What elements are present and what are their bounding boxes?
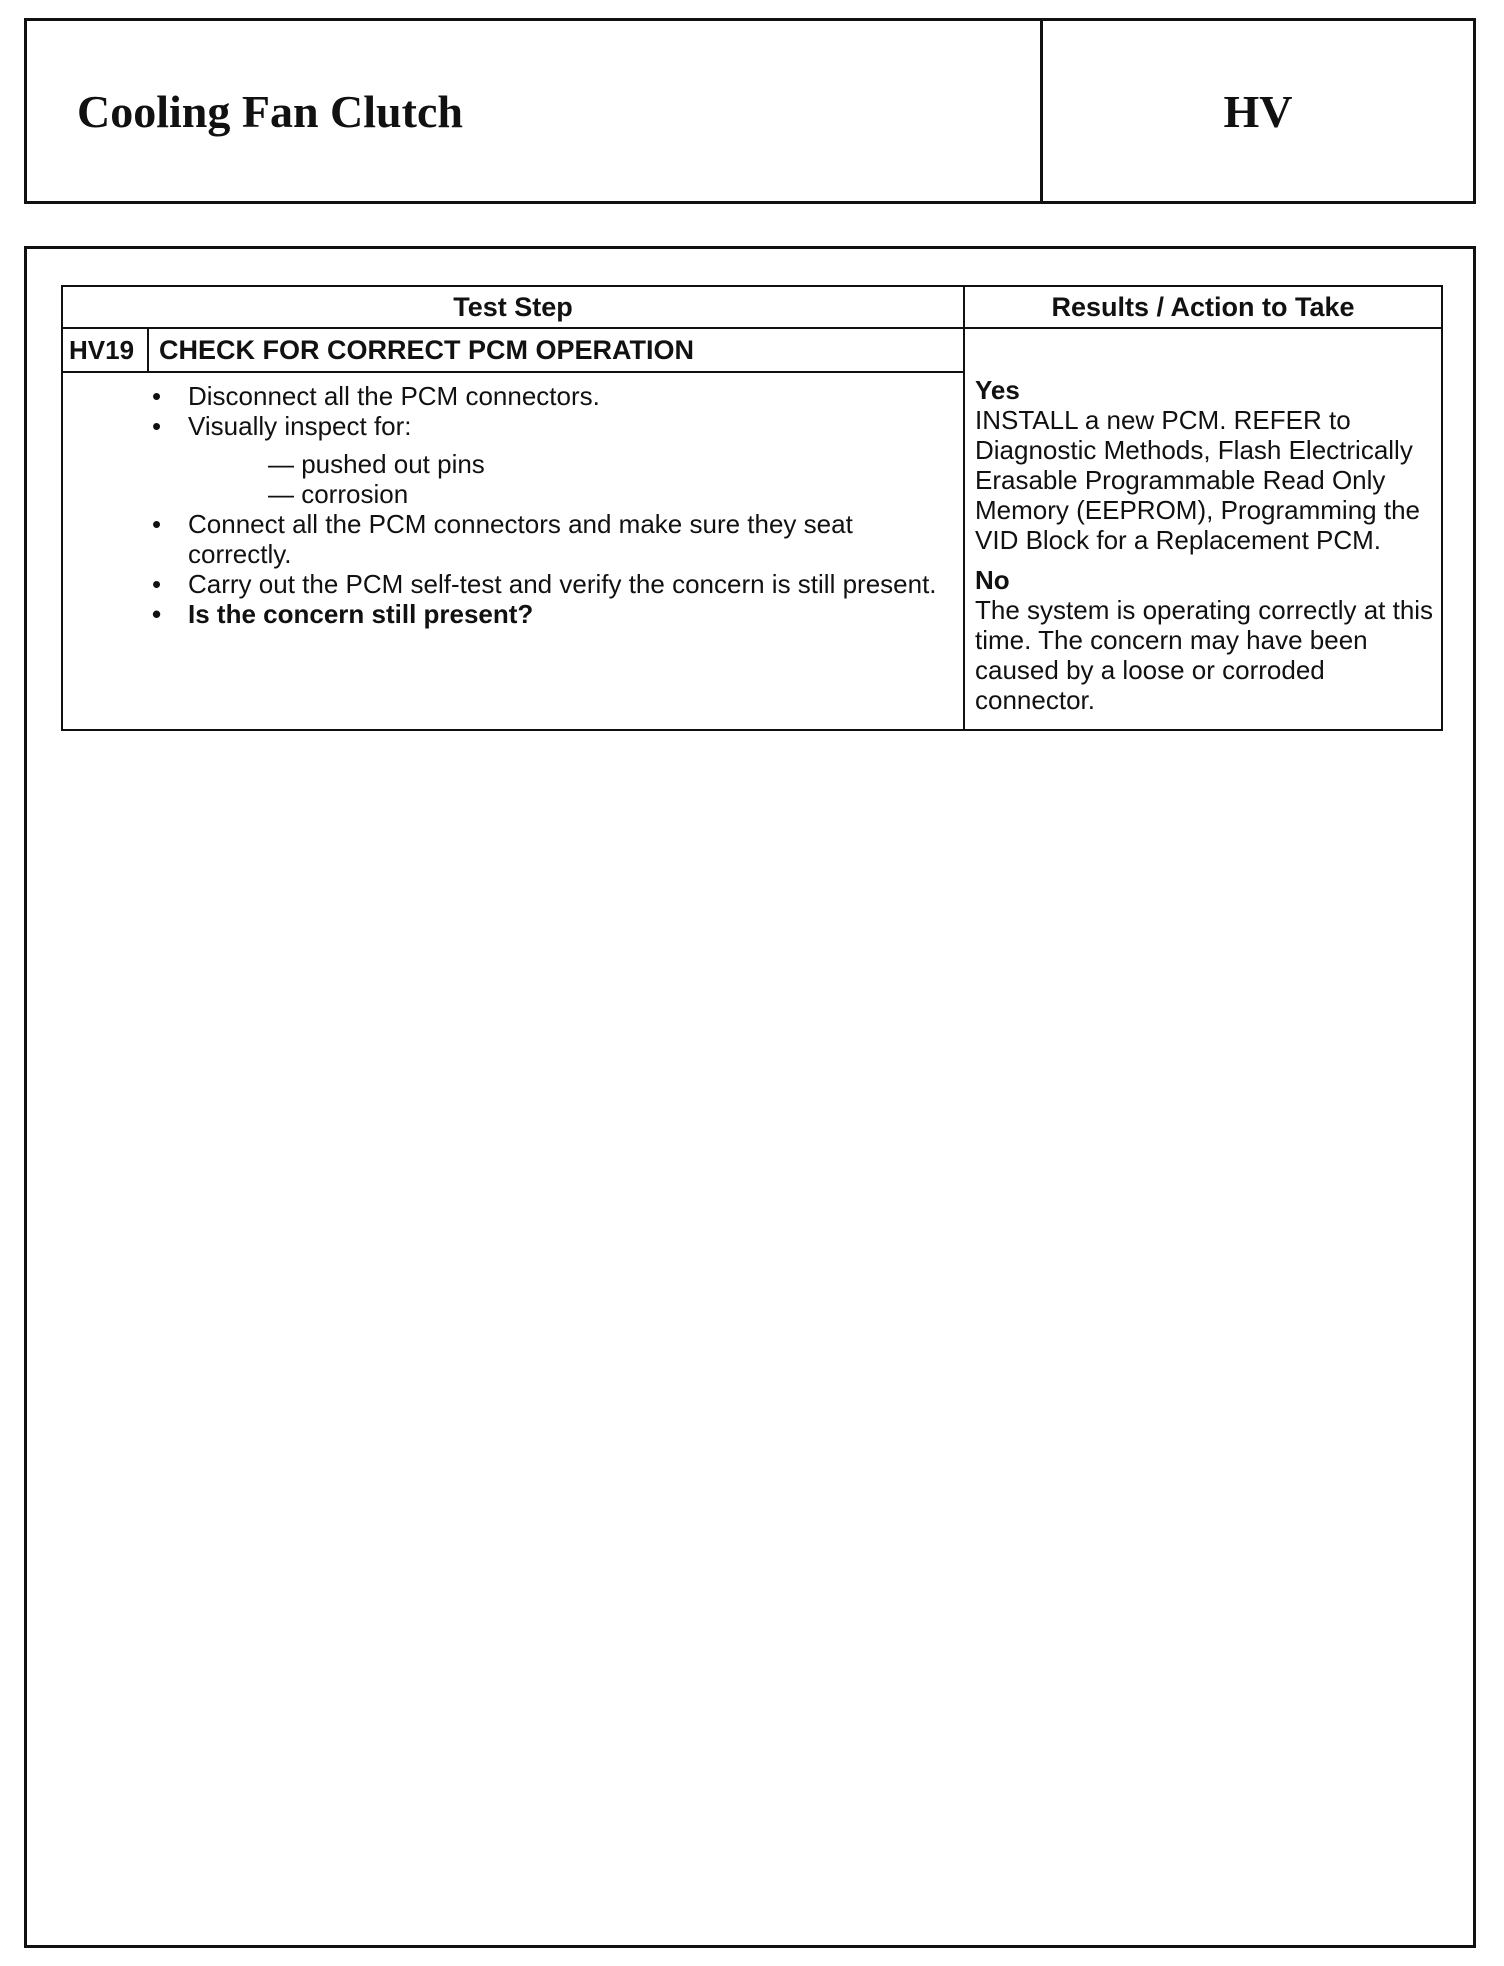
instruction-text: Carry out the PCM self-test and verify the concern is still present. bbox=[188, 569, 937, 599]
bullet-icon: • bbox=[152, 411, 162, 441]
result-no-label: No bbox=[975, 565, 1010, 595]
page-title: Cooling Fan Clutch bbox=[77, 85, 463, 137]
results-header: Results / Action to Take bbox=[964, 286, 1442, 328]
sublist-item: — pushed out pins bbox=[268, 449, 485, 479]
step-body bbox=[148, 372, 964, 730]
result-no bbox=[975, 565, 1437, 715]
list-item bbox=[148, 411, 953, 509]
instruction-question: Is the concern still present? bbox=[188, 599, 534, 629]
test-step-table bbox=[61, 285, 1443, 731]
step-body-spacer-bottom bbox=[148, 629, 953, 697]
step-title-row bbox=[62, 328, 1442, 372]
step-instructions bbox=[148, 381, 953, 629]
header-title-cell bbox=[27, 21, 1043, 201]
instruction-text: Connect all the PCM connectors and make sure they seat correctly. bbox=[188, 509, 853, 569]
result-yes-text: INSTALL a new PCM. REFER to Diagnostic Methods, Flash Electrically Erasable Programmable Read Only Memory (EEPROM), Programming the VID Block for a Replacement PCM. bbox=[975, 405, 1420, 555]
result-no-text: The system is operating correctly at this time. The concern may have been caused by a loose or corroded connector. bbox=[975, 595, 1434, 715]
list-item bbox=[148, 599, 953, 629]
list-item bbox=[148, 569, 953, 599]
test-step-header: Test Step bbox=[62, 286, 964, 328]
list-item bbox=[148, 509, 953, 569]
result-yes-label: Yes bbox=[975, 375, 1020, 405]
step-title: CHECK FOR CORRECT PCM OPERATION bbox=[148, 328, 964, 372]
sublist-item: — corrosion bbox=[268, 479, 409, 509]
header-code-cell bbox=[1043, 21, 1473, 201]
step-body-spacer bbox=[62, 372, 148, 730]
bullet-icon: • bbox=[152, 509, 162, 539]
result-yes bbox=[975, 375, 1437, 555]
content-frame bbox=[24, 246, 1476, 1948]
list-item bbox=[148, 381, 953, 411]
instruction-text: Disconnect all the PCM connectors. bbox=[188, 381, 600, 411]
bullet-icon: • bbox=[152, 569, 162, 599]
bullet-icon: • bbox=[152, 599, 162, 629]
instruction-text: Visually inspect for: bbox=[188, 411, 412, 441]
step-id: HV19 bbox=[62, 328, 148, 372]
table-header-row bbox=[62, 286, 1442, 328]
results-cell bbox=[964, 328, 1442, 730]
bullet-icon: • bbox=[152, 381, 162, 411]
section-code: HV bbox=[1223, 85, 1293, 137]
page-header bbox=[24, 18, 1476, 204]
inspection-sublist bbox=[188, 449, 953, 509]
